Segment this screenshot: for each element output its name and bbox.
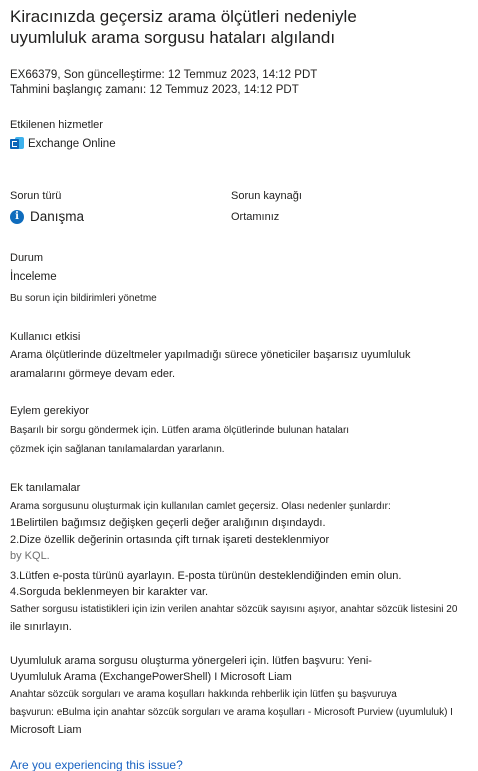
issue-type-value: Danışma [30,209,85,224]
issue-source-value: Ortamınız [231,211,280,223]
manage-notifications-link[interactable]: Bu sorun için bildirimleri yönetme [10,293,157,304]
user-impact-line1: Arama ölçütlerinde düzeltmeler yapılmadığı sürece yöneticiler başarısız uyumluluk [10,349,411,361]
diagnostics-item2b: by KQL. [10,550,50,562]
incident-title [10,6,460,48]
affected-service-name: Exchange Online [28,138,116,150]
diagnostics-item4: 4.Sorguda beklenmeyen bir karakter var. [10,586,209,598]
status-value: İnceleme [10,271,57,283]
user-impact-line2: aramalarını görmeye devam eder. [10,368,176,380]
guidance-line1: Uyumluluk arama sorgusu oluşturma yönergeleri için. lütfen başvuru: Yeni- [10,655,372,667]
experiencing-issue-link[interactable]: Are you experiencing this issue? [10,758,183,771]
guidance-line4: başvurun: eBulma için anahtar sözcük sorguları ve arama koşulları - Microsoft Purview (uyumluluk) I [10,707,453,718]
status-label: Durum [10,252,44,264]
guidance-line5: Microsoft Liam [10,724,82,736]
diagnostics-item5a: Sather sorgusu istatistikleri için izin verilen anahtar sözcük sayısını aşıyor, anahtar sözcük listesini 20 [10,604,458,615]
guidance-line2: Uyumluluk Arama (ExchangePowerShell) I Microsoft Liam [10,671,292,683]
diagnostics-label: Ek tanılamalar [10,482,81,494]
diagnostics-item5b: ile sınırlayın. [10,621,72,633]
user-impact-label: Kullanıcı etkisi [10,331,81,343]
info-icon: i [10,210,24,224]
issue-source-label: Sorun kaynağı [231,190,302,202]
incident-title-line2: uyumluluk arama sorgusu hataları algılandı [10,28,336,47]
affected-services-label: Etkilenen hizmetler [10,119,103,131]
diagnostics-item3: 3.Lütfen e-posta türünü ayarlayın. E-posta türünün desteklendiğinden emin olun. [10,570,402,582]
action-required-line1: Başarılı bir sorgu göndermek için. Lütfen arama ölçütlerinde bulunan hataları [10,425,350,436]
issue-type-label: Sorun türü [10,190,62,202]
incident-title-line1: Kiracınızda geçersiz arama ölçütleri nedeniyle [10,7,357,26]
issue-type-value-row [10,209,84,224]
diagnostics-item1: 1Belirtilen bağımsız değişken geçerli değer aralığının dışındaydı. [10,517,326,529]
guidance-line3: Anahtar sözcük sorguları ve arama koşulları hakkında rehberlik için lütfen şu başvuruya [10,689,397,700]
diagnostics-intro: Arama sorgusunu oluşturmak için kullanılan camlet geçersiz. Olası nedenler şunlardır: [10,501,391,512]
affected-service [10,137,116,151]
incident-meta-updated: EX66379, Son güncelleştirme: 12 Temmuz 2023, 14:12 PDT [10,69,318,81]
diagnostics-item2: 2.Dize özellik değerinin ortasında çift tırnak işareti desteklenmiyor [10,534,330,546]
incident-meta-start: Tahmini başlangıç zamanı: 12 Temmuz 2023, 14:12 PDT [10,84,299,96]
action-required-line2: çözmek için sağlanan tanılamalardan yararlanın. [10,444,225,455]
exchange-online-icon [10,137,24,151]
action-required-label: Eylem gerekiyor [10,405,89,417]
